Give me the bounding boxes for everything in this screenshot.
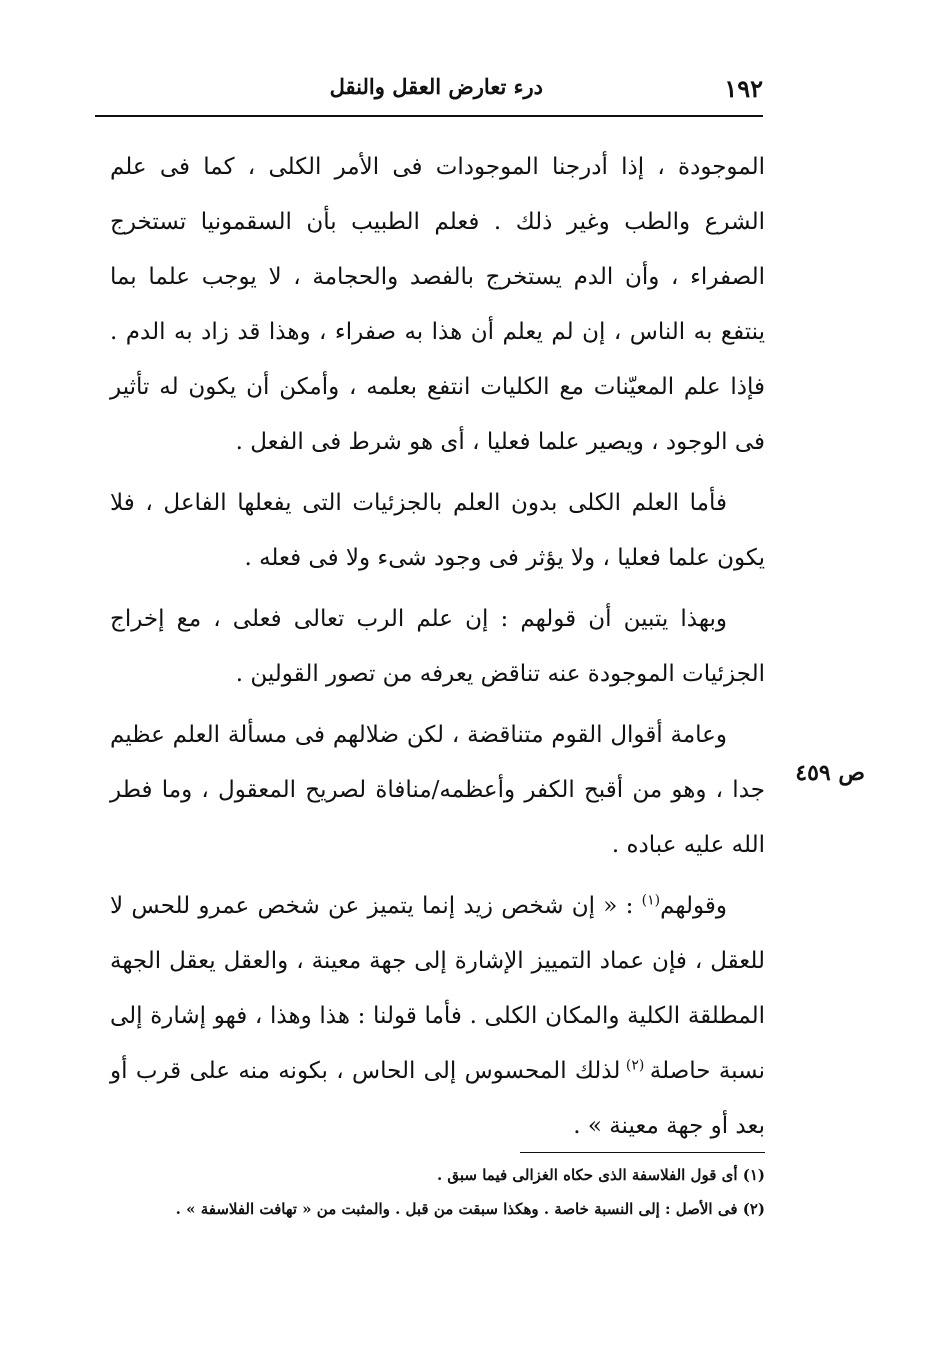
- paragraph-5-part-1: وقولهم: [660, 893, 727, 919]
- page-number: ١٩٢: [724, 74, 763, 103]
- paragraph-5: [110, 879, 765, 1154]
- footnote-2: (٢) فى الأصل : إلى النسبة خاصة . وهكذا سبقت من قبل . والمثبت من « تهافت الفلاسفة » .: [175, 1200, 765, 1218]
- paragraph-3: وبهذا يتبين أن قولهم : إن علم الرب تعالى فعلى ، مع إخراج الجزئيات الموجودة عنه تناقض يعرفه من تصور القولين .: [110, 606, 765, 687]
- paragraph-4: وعامة أقوال القوم متناقضة ، لكن ضلالهم فى مسألة العلم عظيم جدا ، وهو من أقبح الكفر وأعظمه/منافاة لصريح المعقول ، وما فطر الله عليه عباده .: [110, 722, 765, 858]
- footnote-ref-1[interactable]: (١): [641, 892, 661, 909]
- footnote-ref-2[interactable]: (٢): [620, 1057, 650, 1074]
- header-rule: [95, 115, 763, 117]
- page-header: [95, 72, 763, 112]
- main-text: [110, 140, 765, 1154]
- running-title: درء تعارض العقل والنقل: [329, 74, 543, 99]
- margin-page-reference: ص ٤٥٩: [795, 760, 865, 786]
- footnote-rule: [520, 1152, 765, 1153]
- paragraph-5-part-2: : « إن شخص زيد إنما يتميز عن شخص عمرو للحس لا للعقل ، فإن عماد التمييز الإشارة إلى جهة معينة ، والعقل يعقل الجهة المطلقة الكلية والمكان الكلى . فأما قولنا : هذا وهذا ، فهو إشارة إلى نسبة حاصلة: [110, 893, 766, 1084]
- paragraph-1: الموجودة ، إذا أدرجنا الموجودات فى الأمر الكلى ، كما فى علم الشرع والطب وغير ذلك . فعلم الطبيب بأن السقمونيا تستخرج الصفراء ، وأن الدم يستخرج بالفصد والحجامة ، لا يوجب علما بما ينتفع به الناس ، إن لم يعلم أن هذا به صفراء ، وهذا قد زاد به الدم . فإذا علم المعيّنات مع الكليات انتفع بعلمه ، وأمكن أن يكون له تأثير فى الوجود ، ويصير علما فعليا ، أى هو شرط فى الفعل .: [110, 154, 765, 455]
- footnotes: [110, 1158, 765, 1226]
- paragraph-2: فأما العلم الكلى بدون العلم بالجزئيات التى يفعلها الفاعل ، فلا يكون علما فعليا ، ولا يؤثر فى وجود شىء ولا فى فعله .: [110, 490, 765, 571]
- paragraph-5-part-3: لذلك المحسوس إلى الحاس ، بكونه منه على قرب أو بعد أو جهة معينة » .: [110, 1058, 765, 1139]
- footnote-1: (١) أى قول الفلاسفة الذى حكاه الغزالى فيما سبق .: [436, 1166, 765, 1184]
